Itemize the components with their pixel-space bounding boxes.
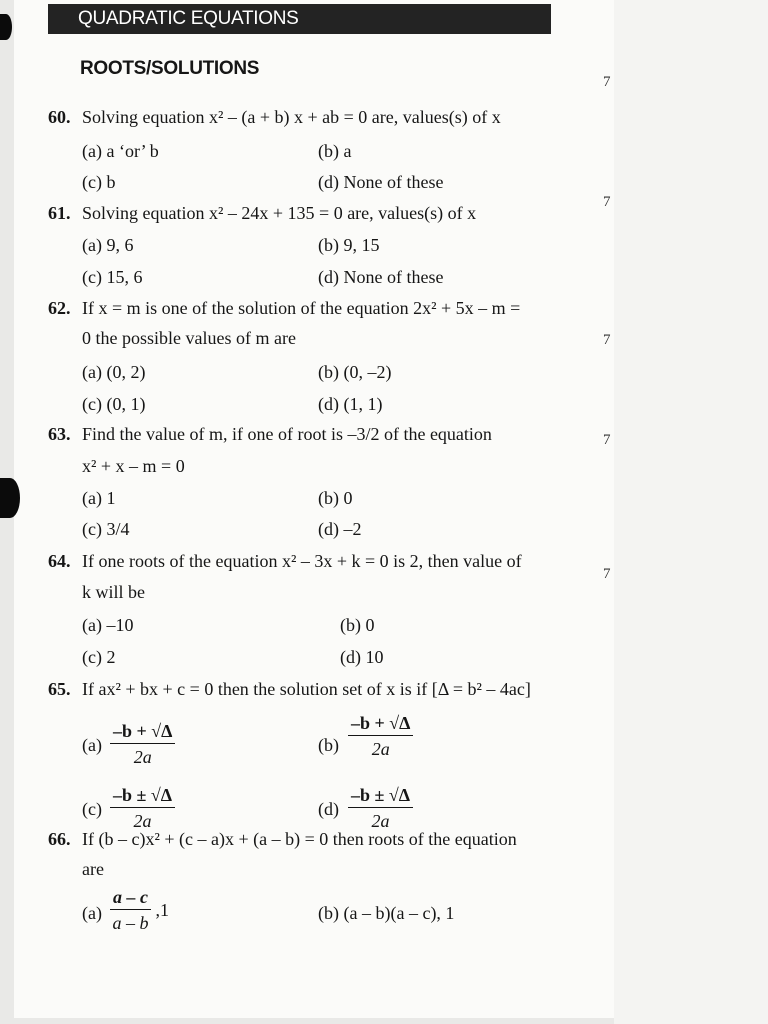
margin-digit: 7 [603, 74, 611, 90]
numerator: –b ± √Δ [348, 784, 413, 808]
option-c: (c) b [82, 172, 116, 192]
question-number: 63. [48, 424, 71, 444]
question-text: Solving equation x² – 24x + 135 = 0 are, values(s) of x [82, 203, 477, 223]
question-number: 61. [48, 203, 71, 223]
option-d: (d) None of these [318, 267, 444, 287]
option-d-label: (d) [318, 799, 339, 819]
fraction [110, 784, 175, 832]
question-number: 64. [48, 551, 71, 571]
option-b: (b) (a – b)(a – c), 1 [318, 903, 455, 923]
question-text: If (b – c)x² + (c – a)x + (a – b) = 0 then roots of the equation [82, 829, 517, 849]
question-text-continued: are [82, 859, 104, 879]
margin-digit: 7 [603, 194, 611, 210]
question-text: If x = m is one of the solution of the equation 2x² + 5x – m = [82, 298, 521, 318]
fraction [348, 712, 413, 760]
option-b: (b) a [318, 141, 352, 161]
page-edge [614, 0, 768, 1024]
question-text: If one roots of the equation x² – 3x + k = 0 is 2, then value of [82, 551, 522, 571]
option-a: (a) 9, 6 [82, 235, 134, 255]
binding-marker-top [0, 14, 12, 40]
option-a-fraction [110, 720, 175, 768]
section-heading: ROOTS/SOLUTIONS [80, 58, 260, 79]
option-a: (a) (0, 2) [82, 362, 146, 382]
option-a: (a) a ‘or’ b [82, 141, 159, 161]
question-text: If ax² + bx + c = 0 then the solution set of x is if [Δ = b² – 4ac] [82, 679, 531, 699]
option-b-label: (b) [318, 735, 339, 755]
option-b-fraction [348, 712, 413, 760]
option-d: (d) None of these [318, 172, 444, 192]
option-c-fraction [110, 784, 175, 832]
question-number: 66. [48, 829, 71, 849]
fraction [110, 720, 175, 768]
margin-digit: 7 [603, 432, 611, 448]
question-text: Solving equation x² – (a + b) x + ab = 0 are, values(s) of x [82, 107, 501, 127]
option-a-tail: ,1 [155, 900, 169, 920]
numerator: –b ± √Δ [110, 784, 175, 808]
option-d: (d) 10 [340, 647, 384, 667]
margin-digit: 7 [603, 566, 611, 582]
denominator: a – b [112, 913, 149, 933]
numerator: –b + √Δ [348, 712, 413, 736]
fraction [348, 784, 413, 832]
option-d: (d) –2 [318, 519, 362, 539]
denominator: 2a [133, 811, 152, 831]
option-d-fraction [348, 784, 413, 832]
question-text: Find the value of m, if one of root is –3/2 of the equation [82, 424, 492, 444]
option-a: (a) –10 [82, 615, 134, 635]
fraction [110, 886, 151, 934]
question-number: 60. [48, 107, 71, 127]
option-d: (d) (1, 1) [318, 394, 383, 414]
denominator: 2a [371, 811, 390, 831]
binding-marker-middle [0, 478, 20, 518]
margin-digit: 7 [603, 332, 611, 348]
option-c: (c) 2 [82, 647, 116, 667]
numerator: a – c [110, 886, 151, 910]
option-c: (c) 3/4 [82, 519, 130, 539]
option-b: (b) (0, –2) [318, 362, 392, 382]
option-a-label: (a) [82, 735, 102, 755]
option-b: (b) 0 [318, 488, 353, 508]
option-c: (c) 15, 6 [82, 267, 143, 287]
option-a-label: (a) [82, 903, 102, 923]
question-number: 62. [48, 298, 71, 318]
option-c: (c) (0, 1) [82, 394, 146, 414]
denominator: 2a [371, 739, 390, 759]
chapter-banner: QUADRATIC EQUATIONS [48, 4, 551, 34]
option-c-label: (c) [82, 799, 102, 819]
option-b: (b) 0 [340, 615, 375, 635]
question-text-continued: x² + x – m = 0 [82, 456, 185, 476]
denominator: 2a [133, 747, 152, 767]
option-a: (a) 1 [82, 488, 116, 508]
numerator: –b + √Δ [110, 720, 175, 744]
option-b: (b) 9, 15 [318, 235, 380, 255]
question-text-continued: 0 the possible values of m are [82, 328, 296, 348]
question-text-continued: k will be [82, 582, 145, 602]
option-a-fraction [110, 886, 169, 934]
question-number: 65. [48, 679, 71, 699]
